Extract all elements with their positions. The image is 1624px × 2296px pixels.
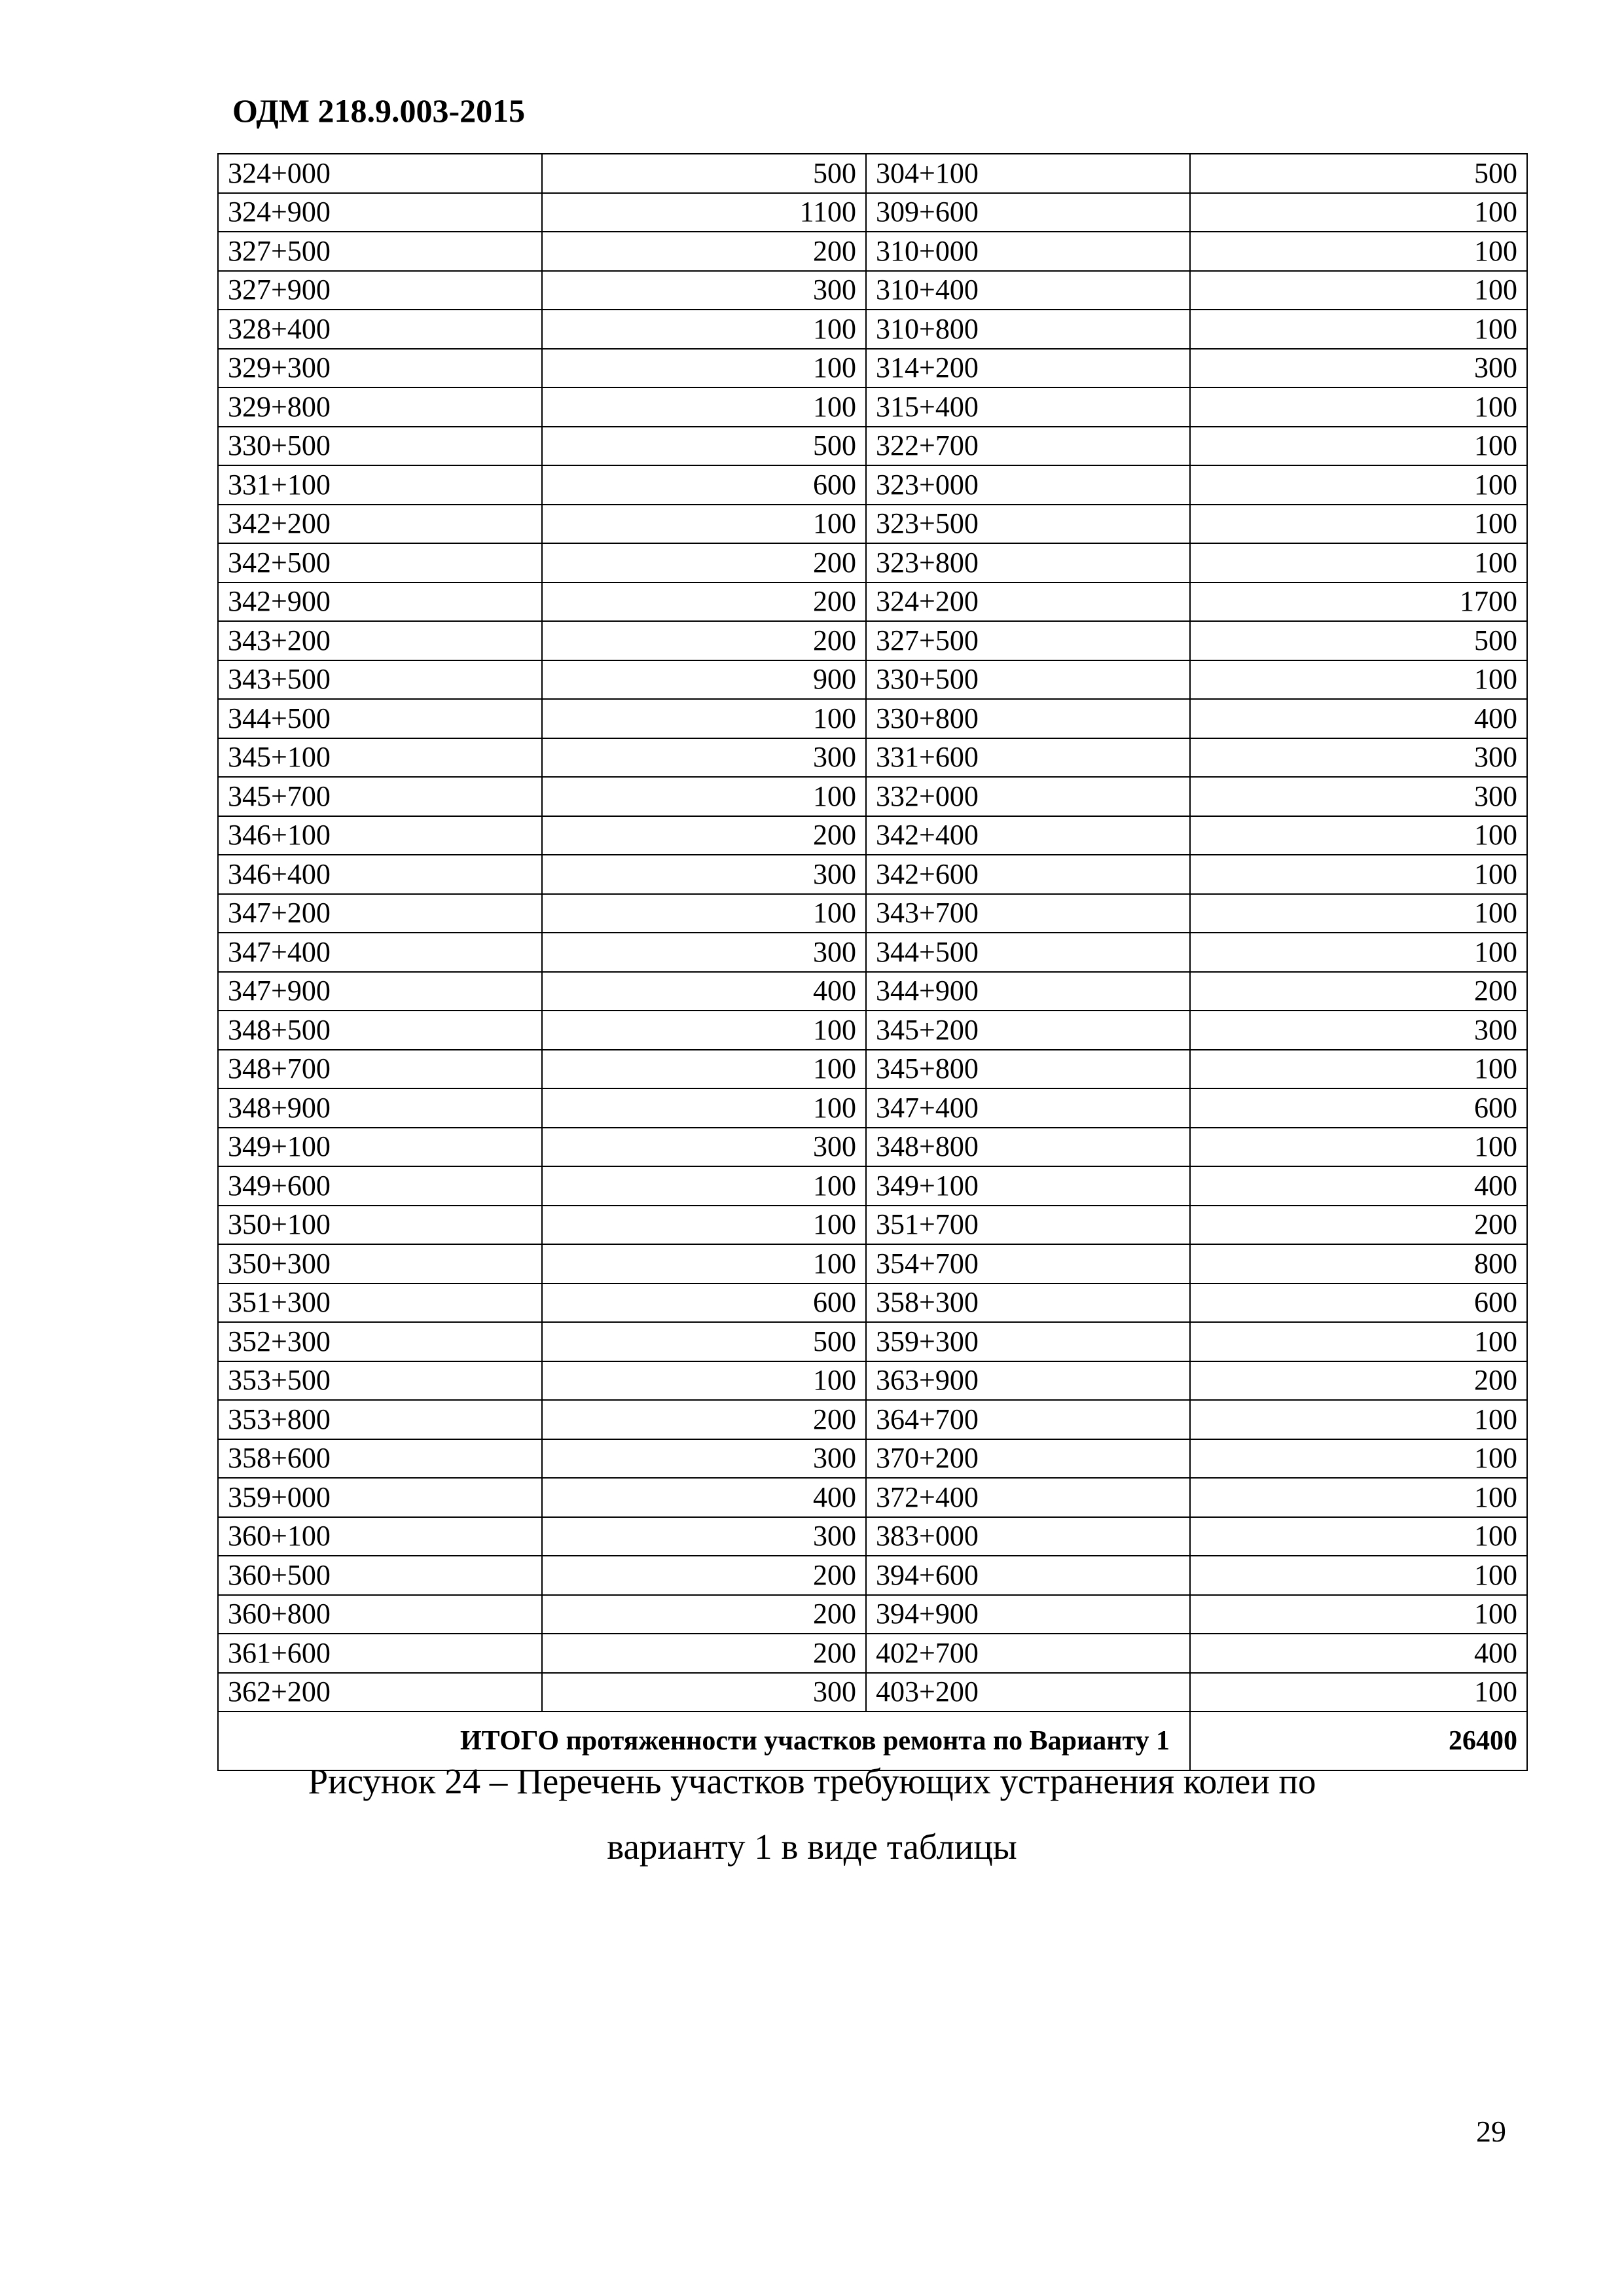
table-row	[218, 1556, 1527, 1595]
length-left-cell: 100	[542, 1361, 866, 1401]
length-left-cell: 200	[542, 1556, 866, 1595]
km-left-cell: 342+900	[218, 583, 542, 622]
table-row	[218, 193, 1527, 232]
length-left-cell: 500	[542, 1322, 866, 1361]
length-left-cell: 500	[542, 427, 866, 466]
table-row	[218, 1439, 1527, 1479]
km-right-cell: 332+000	[866, 777, 1190, 816]
length-left-cell: 100	[542, 1050, 866, 1089]
length-left-cell: 200	[542, 543, 866, 583]
km-right-cell: 354+700	[866, 1244, 1190, 1283]
km-right-cell: 342+400	[866, 816, 1190, 855]
length-left-cell: 200	[542, 1595, 866, 1634]
km-right-cell: 383+000	[866, 1517, 1190, 1556]
km-left-cell: 328+400	[218, 310, 542, 349]
km-left-cell: 349+100	[218, 1128, 542, 1167]
table-row	[218, 855, 1527, 894]
km-left-cell: 358+600	[218, 1439, 542, 1479]
length-right-cell: 400	[1190, 1166, 1527, 1206]
km-right-cell: 358+300	[866, 1283, 1190, 1323]
table-row	[218, 465, 1527, 505]
length-left-cell: 600	[542, 465, 866, 505]
km-left-cell: 327+500	[218, 232, 542, 271]
table-row	[218, 387, 1527, 427]
km-right-cell: 314+200	[866, 349, 1190, 388]
table-row	[218, 1011, 1527, 1050]
table-row	[218, 933, 1527, 972]
km-left-cell: 351+300	[218, 1283, 542, 1323]
length-left-cell: 300	[542, 1439, 866, 1479]
table-row	[218, 738, 1527, 778]
length-right-cell: 300	[1190, 777, 1527, 816]
km-left-cell: 327+900	[218, 271, 542, 310]
km-right-cell: 359+300	[866, 1322, 1190, 1361]
table-body	[218, 154, 1527, 1770]
km-right-cell: 343+700	[866, 894, 1190, 933]
km-left-cell: 346+400	[218, 855, 542, 894]
length-left-cell: 900	[542, 660, 866, 700]
table-row	[218, 1595, 1527, 1634]
document-code: ОДМ 218.9.003-2015	[232, 92, 526, 129]
length-left-cell: 100	[542, 1011, 866, 1050]
length-right-cell: 600	[1190, 1088, 1527, 1128]
length-left-cell: 100	[542, 777, 866, 816]
length-right-cell: 600	[1190, 1283, 1527, 1323]
table-row	[218, 271, 1527, 310]
km-right-cell: 331+600	[866, 738, 1190, 778]
figure-caption-line-1: Рисунок 24 – Перечень участков требующих устранения колеи по	[308, 1761, 1316, 1801]
km-right-cell: 330+500	[866, 660, 1190, 700]
km-right-cell: 344+900	[866, 972, 1190, 1011]
length-right-cell: 300	[1190, 1011, 1527, 1050]
table-row	[218, 972, 1527, 1011]
table-row	[218, 1634, 1527, 1673]
km-right-cell: 323+500	[866, 505, 1190, 544]
length-right-cell: 100	[1190, 1478, 1527, 1517]
length-right-cell: 100	[1190, 933, 1527, 972]
length-left-cell: 100	[542, 1166, 866, 1206]
table-row	[218, 349, 1527, 388]
length-left-cell: 500	[542, 154, 866, 193]
km-right-cell: 323+000	[866, 465, 1190, 505]
length-right-cell: 100	[1190, 465, 1527, 505]
table-row	[218, 154, 1527, 193]
length-left-cell: 300	[542, 855, 866, 894]
km-right-cell: 345+800	[866, 1050, 1190, 1089]
table-row	[218, 543, 1527, 583]
km-left-cell: 345+700	[218, 777, 542, 816]
km-right-cell: 315+400	[866, 387, 1190, 427]
km-right-cell: 342+600	[866, 855, 1190, 894]
km-left-cell: 359+000	[218, 1478, 542, 1517]
length-right-cell: 100	[1190, 310, 1527, 349]
length-right-cell: 100	[1190, 427, 1527, 466]
length-right-cell: 100	[1190, 855, 1527, 894]
length-left-cell: 100	[542, 349, 866, 388]
table-row	[218, 699, 1527, 738]
length-left-cell: 300	[542, 271, 866, 310]
length-left-cell: 300	[542, 933, 866, 972]
length-right-cell: 100	[1190, 1439, 1527, 1479]
km-left-cell: 352+300	[218, 1322, 542, 1361]
table-row	[218, 660, 1527, 700]
length-left-cell: 100	[542, 387, 866, 427]
km-left-cell: 329+800	[218, 387, 542, 427]
length-right-cell: 100	[1190, 1128, 1527, 1167]
figure-caption-line-2: варианту 1 в виде таблицы	[607, 1827, 1017, 1867]
length-left-cell: 200	[542, 816, 866, 855]
length-left-cell: 400	[542, 972, 866, 1011]
total-label: ИТОГО протяженности участков ремонта по Варианту 1	[218, 1712, 1190, 1770]
table-row	[218, 1244, 1527, 1283]
km-left-cell: 353+800	[218, 1400, 542, 1439]
km-right-cell: 323+800	[866, 543, 1190, 583]
table-row	[218, 505, 1527, 544]
km-left-cell: 348+900	[218, 1088, 542, 1128]
km-left-cell: 342+200	[218, 505, 542, 544]
length-right-cell: 100	[1190, 232, 1527, 271]
length-right-cell: 200	[1190, 1206, 1527, 1245]
km-right-cell: 310+000	[866, 232, 1190, 271]
km-left-cell: 348+500	[218, 1011, 542, 1050]
table-row	[218, 583, 1527, 622]
length-left-cell: 100	[542, 1244, 866, 1283]
length-left-cell: 200	[542, 1400, 866, 1439]
length-right-cell: 200	[1190, 1361, 1527, 1401]
km-left-cell: 345+100	[218, 738, 542, 778]
km-right-cell: 309+600	[866, 193, 1190, 232]
length-right-cell: 500	[1190, 154, 1527, 193]
km-right-cell: 304+100	[866, 154, 1190, 193]
km-right-cell: 372+400	[866, 1478, 1190, 1517]
table-row	[218, 1322, 1527, 1361]
length-right-cell: 300	[1190, 738, 1527, 778]
table-row	[218, 1050, 1527, 1089]
length-right-cell: 100	[1190, 543, 1527, 583]
length-right-cell: 400	[1190, 1634, 1527, 1673]
length-left-cell: 200	[542, 621, 866, 660]
km-right-cell: 310+400	[866, 271, 1190, 310]
length-left-cell: 600	[542, 1283, 866, 1323]
length-right-cell: 400	[1190, 699, 1527, 738]
length-right-cell: 100	[1190, 505, 1527, 544]
km-right-cell: 344+500	[866, 933, 1190, 972]
length-right-cell: 100	[1190, 1050, 1527, 1089]
length-right-cell: 500	[1190, 621, 1527, 660]
length-right-cell: 100	[1190, 1322, 1527, 1361]
km-right-cell: 324+200	[866, 583, 1190, 622]
km-right-cell: 394+600	[866, 1556, 1190, 1595]
table-row	[218, 1478, 1527, 1517]
length-right-cell: 800	[1190, 1244, 1527, 1283]
length-left-cell: 100	[542, 894, 866, 933]
km-left-cell: 324+900	[218, 193, 542, 232]
table-row	[218, 1400, 1527, 1439]
km-right-cell: 394+900	[866, 1595, 1190, 1634]
table-row	[218, 1361, 1527, 1401]
km-left-cell: 346+100	[218, 816, 542, 855]
table-row	[218, 777, 1527, 816]
km-left-cell: 350+300	[218, 1244, 542, 1283]
length-right-cell: 100	[1190, 1595, 1527, 1634]
length-right-cell: 100	[1190, 1400, 1527, 1439]
length-right-cell: 100	[1190, 1673, 1527, 1712]
table-row	[218, 1166, 1527, 1206]
total-value: 26400	[1190, 1712, 1527, 1770]
km-right-cell: 327+500	[866, 621, 1190, 660]
km-right-cell: 349+100	[866, 1166, 1190, 1206]
km-left-cell: 347+400	[218, 933, 542, 972]
km-left-cell: 362+200	[218, 1673, 542, 1712]
table-row	[218, 232, 1527, 271]
length-left-cell: 100	[542, 699, 866, 738]
length-right-cell: 100	[1190, 387, 1527, 427]
length-right-cell: 100	[1190, 271, 1527, 310]
length-right-cell: 100	[1190, 816, 1527, 855]
km-right-cell: 403+200	[866, 1673, 1190, 1712]
table-row	[218, 1206, 1527, 1245]
km-right-cell: 348+800	[866, 1128, 1190, 1167]
length-right-cell: 100	[1190, 894, 1527, 933]
length-right-cell: 100	[1190, 1556, 1527, 1595]
length-left-cell: 200	[542, 232, 866, 271]
km-left-cell: 360+100	[218, 1517, 542, 1556]
table-row	[218, 1283, 1527, 1323]
table-row	[218, 1517, 1527, 1556]
length-right-cell: 300	[1190, 349, 1527, 388]
table-row	[218, 1673, 1527, 1712]
length-right-cell: 1700	[1190, 583, 1527, 622]
length-left-cell: 200	[542, 1634, 866, 1673]
km-right-cell: 363+900	[866, 1361, 1190, 1401]
length-right-cell: 100	[1190, 660, 1527, 700]
length-left-cell: 100	[542, 310, 866, 349]
table-row	[218, 1128, 1527, 1167]
km-left-cell: 360+500	[218, 1556, 542, 1595]
km-left-cell: 347+200	[218, 894, 542, 933]
length-right-cell: 200	[1190, 972, 1527, 1011]
km-left-cell: 329+300	[218, 349, 542, 388]
length-left-cell: 400	[542, 1478, 866, 1517]
table-row	[218, 621, 1527, 660]
km-left-cell: 350+100	[218, 1206, 542, 1245]
length-right-cell: 100	[1190, 1517, 1527, 1556]
km-right-cell: 370+200	[866, 1439, 1190, 1479]
length-left-cell: 300	[542, 738, 866, 778]
km-left-cell: 342+500	[218, 543, 542, 583]
table-row	[218, 310, 1527, 349]
km-left-cell: 347+900	[218, 972, 542, 1011]
length-left-cell: 300	[542, 1673, 866, 1712]
length-left-cell: 100	[542, 1206, 866, 1245]
km-left-cell: 343+200	[218, 621, 542, 660]
km-right-cell: 310+800	[866, 310, 1190, 349]
length-left-cell: 100	[542, 505, 866, 544]
km-left-cell: 353+500	[218, 1361, 542, 1401]
page-number: 29	[1476, 2115, 1506, 2148]
km-left-cell: 360+800	[218, 1595, 542, 1634]
km-right-cell: 402+700	[866, 1634, 1190, 1673]
km-left-cell: 330+500	[218, 427, 542, 466]
repair-sections-table	[217, 153, 1528, 1771]
table-row	[218, 894, 1527, 933]
km-left-cell: 331+100	[218, 465, 542, 505]
km-right-cell: 351+700	[866, 1206, 1190, 1245]
length-left-cell: 200	[542, 583, 866, 622]
km-right-cell: 322+700	[866, 427, 1190, 466]
km-left-cell: 361+600	[218, 1634, 542, 1673]
length-left-cell: 300	[542, 1128, 866, 1167]
length-left-cell: 1100	[542, 193, 866, 232]
length-right-cell: 100	[1190, 193, 1527, 232]
km-left-cell: 348+700	[218, 1050, 542, 1089]
km-left-cell: 324+000	[218, 154, 542, 193]
table-row	[218, 427, 1527, 466]
length-left-cell: 300	[542, 1517, 866, 1556]
table-row	[218, 1088, 1527, 1128]
km-right-cell: 330+800	[866, 699, 1190, 738]
km-right-cell: 345+200	[866, 1011, 1190, 1050]
km-left-cell: 344+500	[218, 699, 542, 738]
km-right-cell: 364+700	[866, 1400, 1190, 1439]
km-right-cell: 347+400	[866, 1088, 1190, 1128]
length-left-cell: 100	[542, 1088, 866, 1128]
table-row	[218, 816, 1527, 855]
km-left-cell: 343+500	[218, 660, 542, 700]
km-left-cell: 349+600	[218, 1166, 542, 1206]
